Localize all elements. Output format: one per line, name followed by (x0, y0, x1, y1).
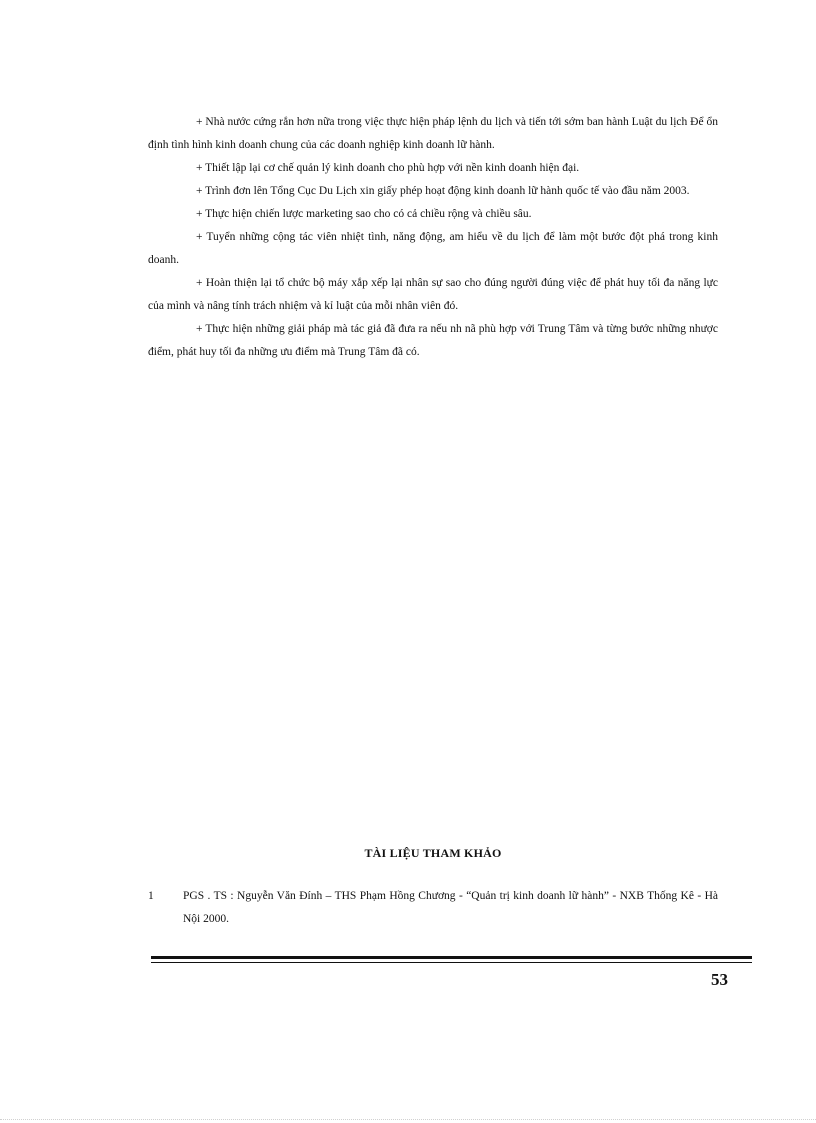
reference-text: PGS . TS : Nguyễn Văn Đính – THS Phạm Hồng Chương - “Quản trị kinh doanh lữ hành” - NXB Thống Kê - Hà Nội 2000. (183, 890, 718, 925)
paragraph-6: + Hoàn thiện lại tổ chức bộ máy xắp xếp lại nhân sự sao cho đúng người đúng việc để phát huy tối đa năng lực của mình và nâng tính trách nhiệm và kỉ luật của mỗi nhân viên đó. (148, 277, 718, 312)
paragraph-7: + Thực hiện những giải pháp mà tác giả đã đưa ra nếu nh nã phù hợp với Trung Tâm và từng bước những nhược điểm, phát huy tối đa những ưu điểm mà Trung Tâm đã có. (148, 323, 718, 358)
references-heading: TÀI LIỆU THAM KHẢO (364, 846, 502, 860)
reference-number: 1 (148, 890, 154, 902)
body-text (148, 111, 718, 364)
paragraph-5: + Tuyển những cộng tác viên nhiệt tình, năng động, am hiểu về du lịch để làm một bước đột phá trong kinh doanh. (148, 231, 718, 266)
paragraph-1: + Nhà nước cứng rắn hơn nữa trong việc thực hiện pháp lệnh du lịch và tiến tới sớm ban hành Luật du lịch Để ổn định tình hình kinh doanh chung của các doanh nghiệp kinh doanh lữ hành. (148, 116, 718, 151)
page-bottom-edge (0, 1119, 816, 1120)
paragraph-2: + Thiết lập lại cơ chế quản lý kinh doanh cho phù hợp với nền kinh doanh hiện đại. (196, 162, 580, 174)
footer-rule-thin (151, 962, 752, 963)
reference-item (148, 885, 718, 931)
footer-rule-thick (151, 956, 752, 959)
page-number: 53 (711, 970, 728, 989)
paragraph-4: + Thực hiện chiến lược marketing sao cho có cả chiều rộng và chiều sâu. (196, 208, 532, 220)
paragraph-3: + Trình đơn lên Tổng Cục Du Lịch xin giấy phép hoạt động kinh doanh lữ hành quốc tế vào đầu năm 2003. (196, 185, 690, 197)
